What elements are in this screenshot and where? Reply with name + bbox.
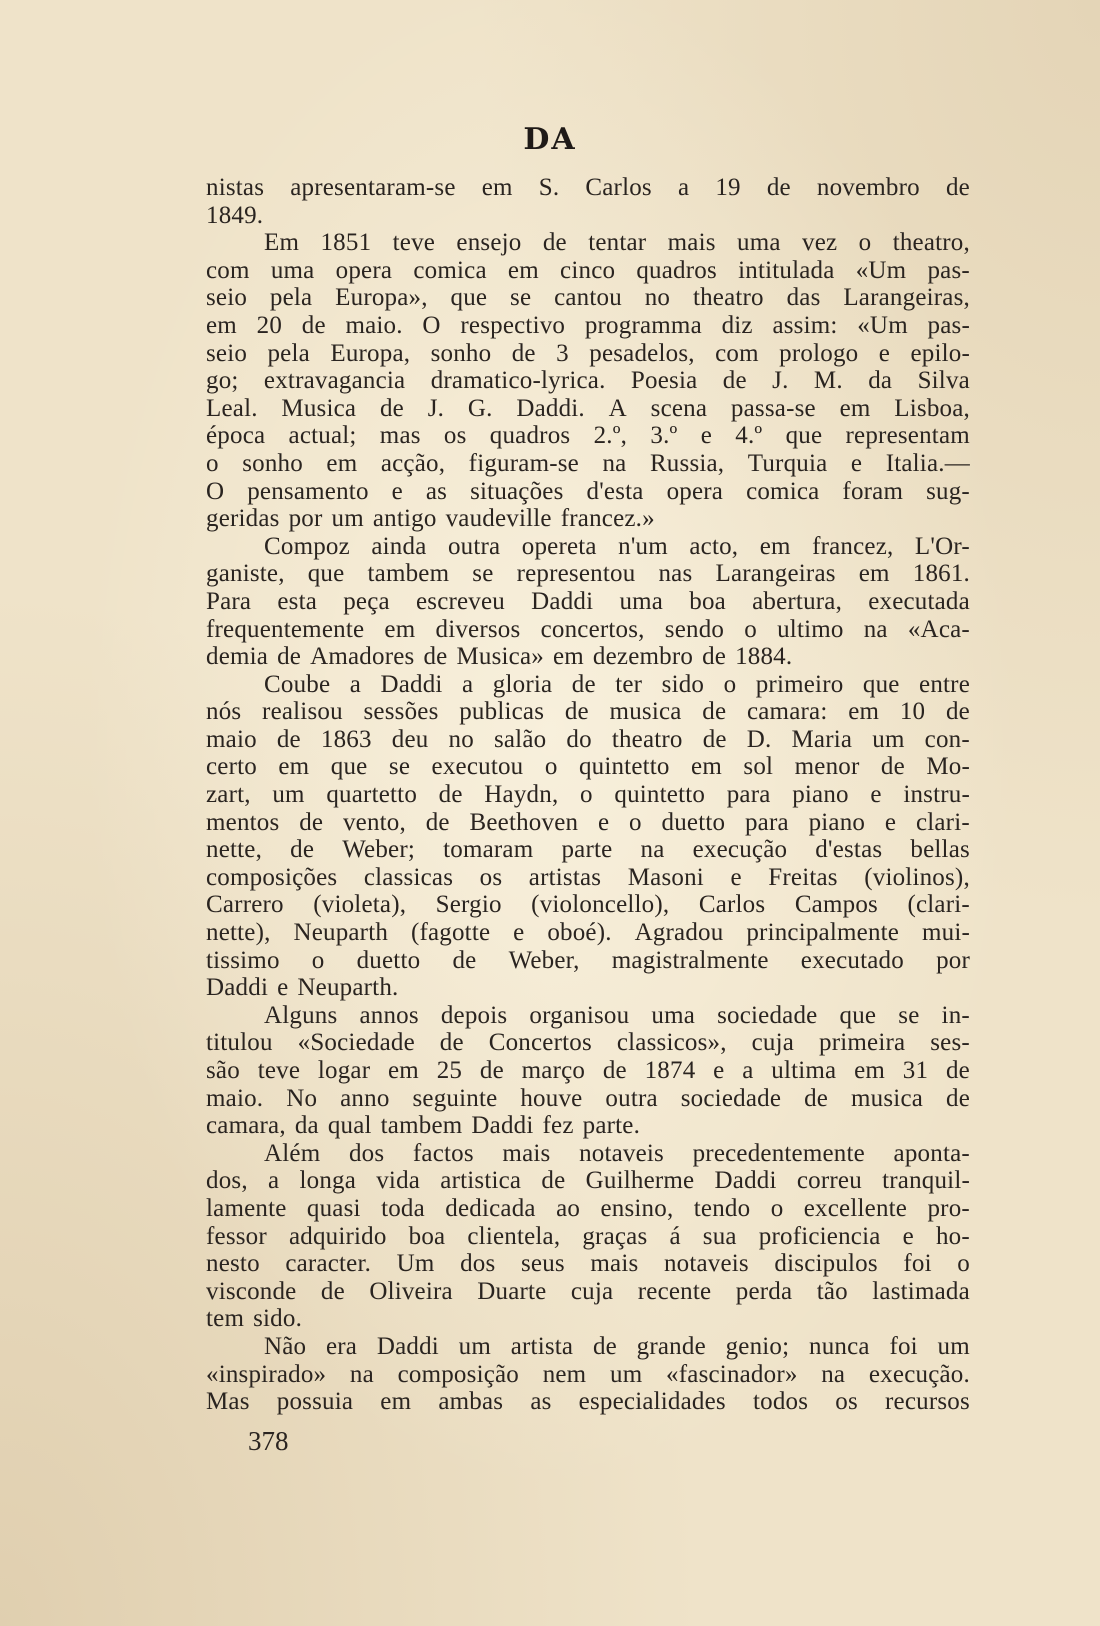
text-line: época actual; mas os quadros 2.º, 3.º e 4.º que representam: [206, 422, 970, 450]
text-line: certo em que se executou o quintetto em sol menor de Mo-: [206, 753, 970, 781]
page-number: 378: [248, 1426, 289, 1456]
text-line: seio pela Europa», que se cantou no theatro das Larangeiras,: [206, 284, 970, 312]
text-line: nette, de Weber; tomaram parte na execução d'estas bellas: [206, 836, 970, 864]
text-line: seio pela Europa, sonho de 3 pesadelos, com prologo e epilo-: [206, 339, 970, 367]
text-line: Compoz ainda outra opereta n'um acto, em francez, L'Or-: [264, 532, 970, 560]
text-line: go; extravagancia dramatico-lyrica. Poesia de J. M. da Silva: [206, 367, 970, 395]
text-line: maio. No anno seguinte houve outra sociedade de musica de: [206, 1084, 970, 1112]
running-head: DA: [523, 122, 577, 157]
text-line: Leal. Musica de J. G. Daddi. A scena passa-se em Lisboa,: [206, 394, 970, 422]
text-line: composições classicas os artistas Masoni e Freitas (violinos),: [206, 863, 970, 891]
text-line: Daddi e Neuparth.: [206, 974, 399, 1002]
text-line: mentos de vento, de Beethoven e o duetto para piano e clari-: [206, 808, 970, 836]
text-line: em 20 de maio. O respectivo programma diz assim: «Um pas-: [206, 311, 970, 339]
text-line: Não era Daddi um artista de grande genio; nunca foi um: [264, 1332, 970, 1360]
text-line: lamente quasi toda dedicada ao ensino, tendo o excellente pro-: [206, 1194, 970, 1222]
text-line: o sonho em acção, figuram-se na Russia, Turquia e Italia.—: [206, 449, 970, 477]
text-line: Carrero (violeta), Sergio (violoncello), Carlos Campos (clari-: [206, 891, 970, 919]
text-line: com uma opera comica em cinco quadros intitulada «Um pas-: [206, 256, 970, 284]
text-line: fessor adquirido boa clientela, graças á sua proficiencia e ho-: [206, 1222, 970, 1250]
text-line: tem sido.: [206, 1305, 303, 1333]
body-text: [206, 174, 970, 1416]
text-line: Para esta peça escreveu Daddi uma boa abertura, executada: [206, 587, 970, 615]
text-line: tissimo o duetto de Weber, magistralmente executado por: [206, 946, 970, 974]
text-line: «inspirado» na composição nem um «fascinador» na execução.: [206, 1360, 970, 1388]
text-line: Além dos factos mais notaveis precedentemente aponta-: [264, 1139, 970, 1167]
text-line: são teve logar em 25 de março de 1874 e a ultima em 31 de: [206, 1057, 970, 1084]
text-line: nesto caracter. Um dos seus mais notaveis discipulos foi o: [206, 1250, 970, 1278]
text-line: ganiste, que tambem se representou nas Larangeiras em 1861.: [206, 560, 970, 588]
text-line: nette), Neuparth (fagotte e oboé). Agradou principalmente mui-: [206, 919, 970, 947]
text-line: visconde de Oliveira Duarte cuja recente perda tão lastimada: [206, 1277, 970, 1305]
text-line: camara, da qual tambem Daddi fez parte.: [206, 1112, 641, 1140]
text-line: demia de Amadores de Musica» em dezembro de 1884.: [206, 643, 793, 671]
text-line: maio de 1863 deu no salão do theatro de D. Maria um con-: [206, 725, 970, 753]
text-line: Em 1851 teve ensejo de tentar mais uma vez o theatro,: [264, 229, 970, 257]
text-line: Coube a Daddi a gloria de ter sido o primeiro que entre: [264, 670, 970, 698]
text-line: nós realisou sessões publicas de musica de camara: em 10 de: [206, 698, 970, 726]
text-line: O pensamento e as situações d'esta opera comica foram sug-: [206, 477, 970, 505]
text-line: dos, a longa vida artistica de Guilherme Daddi correu tranquil-: [206, 1167, 970, 1195]
text-line: Mas possuia em ambas as especialidades todos os recursos: [206, 1388, 970, 1416]
text-line: geridas por um antigo vaudeville francez.»: [206, 505, 655, 533]
text-line: nistas apresentaram-se em S. Carlos a 19 de novembro de: [206, 174, 970, 201]
text-line: frequentemente em diversos concertos, sendo o ultimo na «Aca-: [206, 615, 970, 643]
text-line: titulou «Sociedade de Concertos classicos», cuja primeira ses-: [206, 1029, 970, 1057]
text-line: 1849.: [206, 201, 264, 229]
text-line: Alguns annos depois organisou uma sociedade que se in-: [264, 1001, 970, 1029]
text-line: zart, um quartetto de Haydn, o quintetto para piano e instru-: [206, 781, 970, 809]
